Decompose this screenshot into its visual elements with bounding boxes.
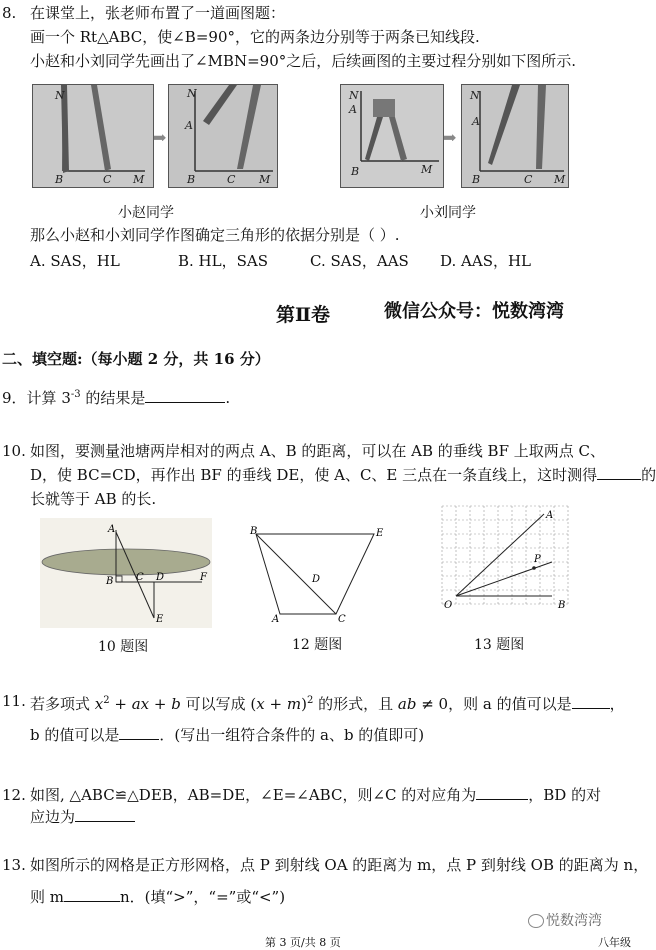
q8-question: 那么小赵和小刘同学作图确定三角形的依据分别是（ ）.: [30, 226, 400, 244]
q8-number: 8.: [2, 4, 17, 22]
svg-text:A: A: [272, 614, 280, 625]
q10-line2: D，使 BC=CD，再作出 BF 的垂线 DE，使 A、C、E 三点在一条直线上，这时测得 的: [30, 466, 656, 484]
q10-line3: 长就等于 AB 的长.: [30, 490, 157, 508]
svg-text:A: A: [472, 115, 480, 128]
zhao-photo-1: [32, 84, 154, 188]
svg-text:B: B: [250, 526, 258, 537]
svg-text:B: B: [106, 576, 114, 587]
q11-number: 11.: [2, 692, 26, 710]
caption-zhao: 小赵同学: [118, 205, 174, 221]
caption-fig13: 13 题图: [474, 637, 525, 653]
q12-line1: 如图, △ABC≌△DEB，AB=DE，∠E=∠ABC，则∠C 的对应角为 ，BD 的对: [30, 786, 602, 804]
q8-option-d[interactable]: D. AAS，HL: [440, 252, 532, 270]
q8-line2: 画一个 Rt△ABC，使∠B=90°，它的两条边分别等于两条已知线段.: [30, 28, 480, 46]
section-title: 第Ⅱ卷: [276, 304, 331, 326]
svg-text:A: A: [349, 103, 357, 116]
svg-text:D: D: [156, 572, 165, 583]
svg-text:B: B: [472, 173, 481, 186]
q10-number: 10.: [2, 442, 26, 460]
q11-line2: b 的值可以是 ．(写出一组符合条件的 a、b 的值即可): [30, 726, 425, 744]
svg-text:C: C: [103, 173, 112, 186]
svg-text:D: D: [312, 574, 321, 585]
figure-10: [40, 518, 212, 628]
svg-text:C: C: [338, 614, 346, 625]
fill-heading: 二、填空题:（每小题 2 分，共 16 分）: [2, 350, 270, 368]
svg-text:F: F: [200, 572, 207, 583]
svg-text:O: O: [444, 600, 453, 611]
arrow-icon: ➡: [443, 128, 457, 147]
q13-number: 13.: [2, 856, 26, 874]
q8-line1: 在课堂上，张老师布置了一道画图题：: [30, 4, 286, 22]
watermark-text: 微信公众号：悦数湾湾: [384, 301, 564, 322]
liu-photo-2: [461, 84, 569, 188]
photo-label: N: [55, 89, 65, 102]
svg-text:M: M: [259, 173, 271, 186]
caption-fig10: 10 题图: [98, 639, 149, 655]
caption-fig12: 12 题图: [292, 637, 343, 653]
svg-text:B: B: [55, 173, 64, 186]
svg-text:A: A: [185, 119, 193, 132]
svg-text:P: P: [534, 554, 541, 565]
svg-text:N: N: [349, 89, 359, 102]
arrow-icon: ➡: [153, 128, 167, 147]
svg-text:M: M: [554, 173, 566, 186]
caption-liu: 小刘同学: [420, 205, 476, 221]
svg-text:N: N: [470, 89, 480, 102]
q13-line2: 则 m n．(填“>”，“=”或“<”): [30, 888, 286, 906]
svg-text:E: E: [156, 614, 164, 625]
svg-text:C: C: [136, 572, 144, 583]
wechat-icon: [528, 914, 544, 928]
q8-line3: 小赵和小刘同学先画出了∠MBN=90°之后，后续画图的主要过程分别如下图所示.: [30, 52, 577, 70]
zhao-photo-2: [168, 84, 278, 188]
q10-line1: 如图，要测量池塘两岸相对的两点 A、B 的距离，可以在 AB 的垂线 BF 上取两点 C、: [30, 442, 605, 460]
q12-line2: 应边为: [30, 806, 135, 828]
svg-text:A: A: [108, 524, 116, 535]
q13-line1: 如图所示的网格是正方形网格，点 P 到射线 OA 的距离为 m，点 P 到射线 OB 的距离为 n，: [30, 856, 649, 874]
svg-text:C: C: [524, 173, 533, 186]
svg-text:M: M: [421, 163, 433, 176]
svg-text:M: M: [133, 173, 145, 186]
svg-text:E: E: [376, 528, 384, 539]
svg-text:N: N: [187, 87, 197, 100]
q8-option-b[interactable]: B. HL，SAS: [178, 252, 268, 270]
figure-13: [434, 504, 580, 620]
svg-text:A: A: [546, 510, 554, 521]
q12-number: 12.: [2, 786, 26, 804]
svg-text:C: C: [227, 173, 236, 186]
svg-text:B: B: [351, 165, 360, 178]
liu-photo-1: [340, 84, 444, 188]
svg-text:B: B: [187, 173, 196, 186]
q8-option-a[interactable]: A. SAS，HL: [30, 252, 120, 270]
figure-12: [248, 524, 388, 624]
q11-line1: 若多项式 $x^2$ + ax + b 可以写成 $(x + m)^2$ 的形式，且 ab ≠ 0，则 a 的值可以是 ，: [30, 695, 625, 713]
svg-text:B: B: [558, 600, 566, 611]
page-number: 第 3 页/共 8 页: [265, 936, 341, 949]
footer-logo: 悦数湾湾: [528, 910, 602, 930]
q9: 9．计算 $3^{-3}$ 的结果是 .: [2, 389, 231, 407]
grade-label: 八年级: [598, 936, 631, 949]
q8-option-c[interactable]: C. SAS，AAS: [310, 252, 409, 270]
